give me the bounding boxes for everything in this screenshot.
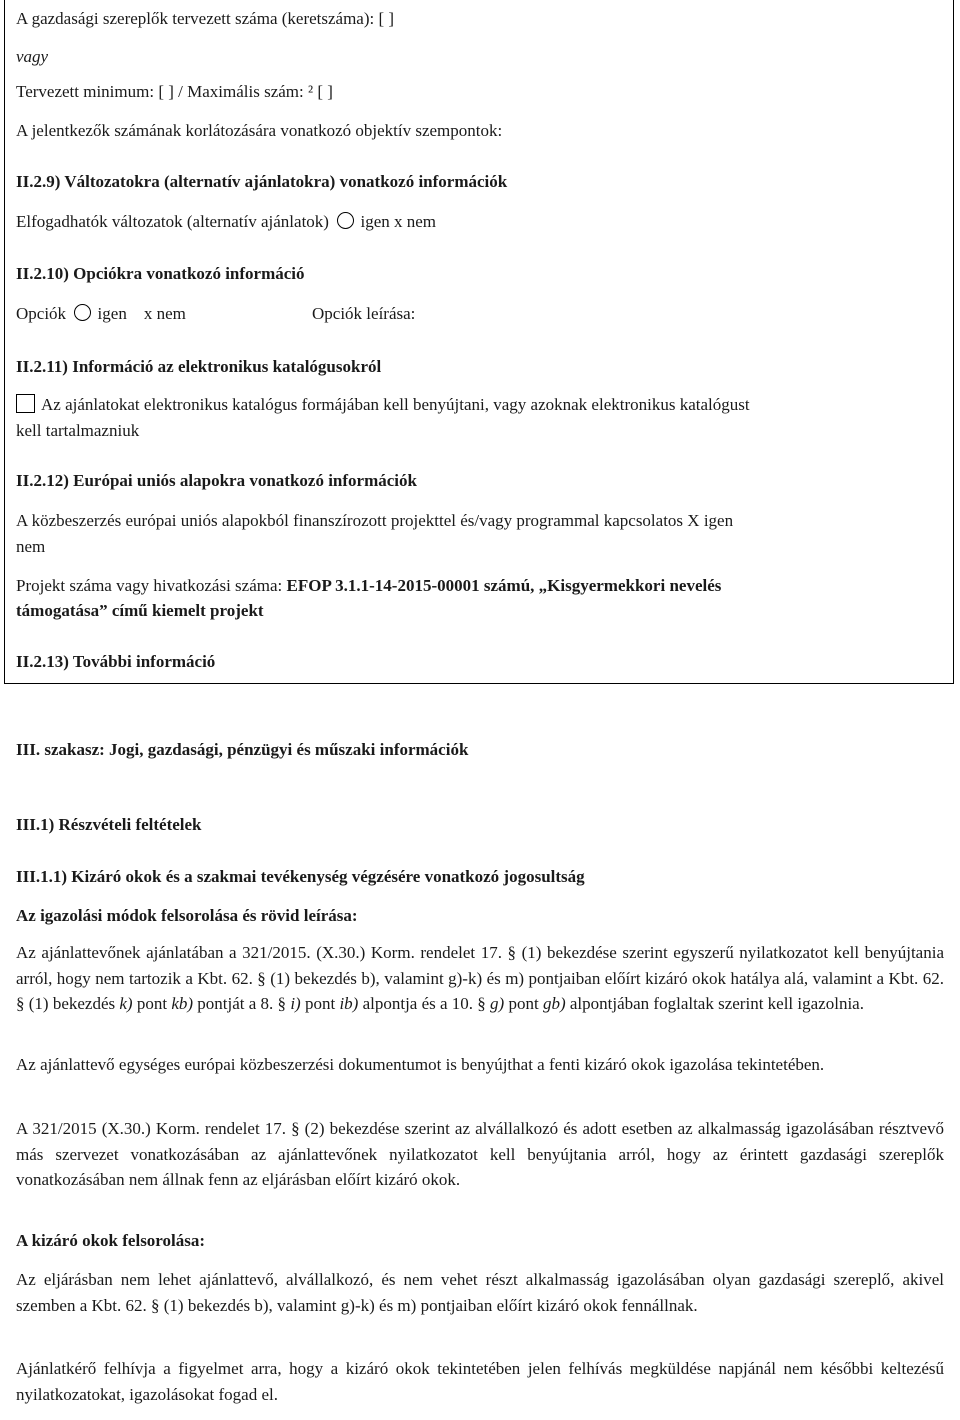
text-or: vagy [16, 47, 49, 66]
project-number-value-2: támogatása” című kiemelt projekt [16, 601, 264, 620]
heading-ii-2-10: II.2.10) Opciókra vonatkozó információ [16, 264, 305, 283]
ecatalog-text: Az ajánlatokat elektronikus katalógus formájában kell benyújtani, vagy azoknak elektronikus katalógust [41, 395, 750, 414]
heading-ii-2-12: II.2.12) Európai uniós alapokra vonatkozó információk [16, 471, 417, 490]
heading-section-iii: III. szakasz: Jogi, gazdasági, pénzügyi és műszaki információk [16, 740, 469, 759]
heading-iii-1: III.1) Részvételi feltételek [16, 815, 202, 834]
project-number-row [16, 573, 944, 599]
heading-proof-methods: Az igazolási módok felsorolása és rövid leírása: [16, 906, 358, 925]
paragraph-date-notice: Ajánlatkérő felhívja a figyelmet arra, hogy a kizáró okok tekintetében jelen felhívás megküldése napjánál nem későbbi keltezésű nyilatkozatokat, igazolásokat fogad el. [16, 1359, 944, 1404]
heading-exclusion-list: A kizáró okok felsorolása: [16, 1231, 206, 1250]
eu-funds-text: A közbeszerzés európai uniós alapokból finanszírozott projekttel és/vagy programmal kapcsolatos X igen [16, 511, 734, 530]
paragraph-espd: Az ajánlattevő egységes európai közbeszerzési dokumentumot is benyújthat a fenti kizáró okok igazolása tekintetében. [16, 1055, 825, 1074]
options-option-text: igen x nem [97, 304, 186, 323]
text-min-max: Tervezett minimum: [ ] / Maximális szám: ² [ ] [16, 82, 333, 101]
text-limit-criteria: A jelentkezők számának korlátozására vonatkozó objektív szempontok: [16, 121, 503, 140]
variants-option-text: igen x nem [360, 212, 437, 231]
paragraph-subcontractor: A 321/2015 (X.30.) Korm. rendelet 17. § (2) bekezdése szerint az alvállalkozó és adott esetben az alkalmasság igazolásában résztvevő más szervezet vonatkozásában az ajánlattevőnek nyilatkozatot kell benyújtania arról, hogy az érintett gazdasági szereplők vonatkozásában nem állnak fenn az eljárásban előírt kizáró okok. [16, 1119, 944, 1189]
text-candidate-count: A gazdasági szereplők tervezett száma (keretszáma): [ ] [16, 9, 395, 28]
eu-funds-text-2: nem [16, 537, 46, 556]
variants-row [16, 209, 944, 235]
options-row [16, 301, 944, 327]
project-number-label: Projekt száma vagy hivatkozási száma: [16, 576, 283, 595]
heading-ii-2-9: II.2.9) Változatokra (alternatív ajánlatokra) vonatkozó információk [16, 172, 508, 191]
ecatalog-row [16, 392, 944, 418]
heading-iii-1-1: III.1.1) Kizáró okok és a szakmai tevékenység végzésére vonatkozó jogosultság [16, 867, 585, 886]
paragraph-exclusion: Az eljárásban nem lehet ajánlattevő, alvállalkozó, és nem vehet részt alkalmasság igazolásában olyan gazdasági szereplő, akivel szemben a Kbt. 62. § (1) bekezdés b), valamint g)-k) és m) pontjaiban előírt kizáró okok fennállnak. [16, 1270, 944, 1315]
paragraph-declaration: Az ajánlattevőnek ajánlatában a 321/2015. (X.30.) Korm. rendelet 17. § (1) bekezdése szerint egyszerű nyilatkozatot kell benyújtania arról, hogy nem tartozik a Kbt. 62. § (1) bekezdés b), valamint g)-k) és m) pontjaiban előírt kizáró okok hatálya alá, valamint a Kbt. 62. § (1) bekezdés k) pont kb) pontját a 8. § i) pont ib) alpontja és a 10. § g) pont gb) alpontjában foglaltak szerint kell igazolnia. [16, 943, 944, 1013]
heading-ii-2-13: II.2.13) További információ [16, 652, 216, 671]
variants-label: Elfogadhatók változatok (alternatív ajánlatok) [16, 212, 329, 231]
ecatalog-checkbox[interactable] [16, 394, 35, 413]
options-description-label: Opciók leírása: [312, 304, 416, 323]
variants-yes-radio[interactable] [337, 212, 354, 229]
ecatalog-text-2: kell tartalmazniuk [16, 421, 140, 440]
project-number-value: EFOP 3.1.1-14-2015-00001 számú, „Kisgyermekkori nevelés [286, 576, 722, 595]
options-yes-radio[interactable] [74, 304, 91, 321]
options-label: Opciók [16, 304, 67, 323]
heading-ii-2-11: II.2.11) Információ az elektronikus katalógusokról [16, 357, 382, 376]
